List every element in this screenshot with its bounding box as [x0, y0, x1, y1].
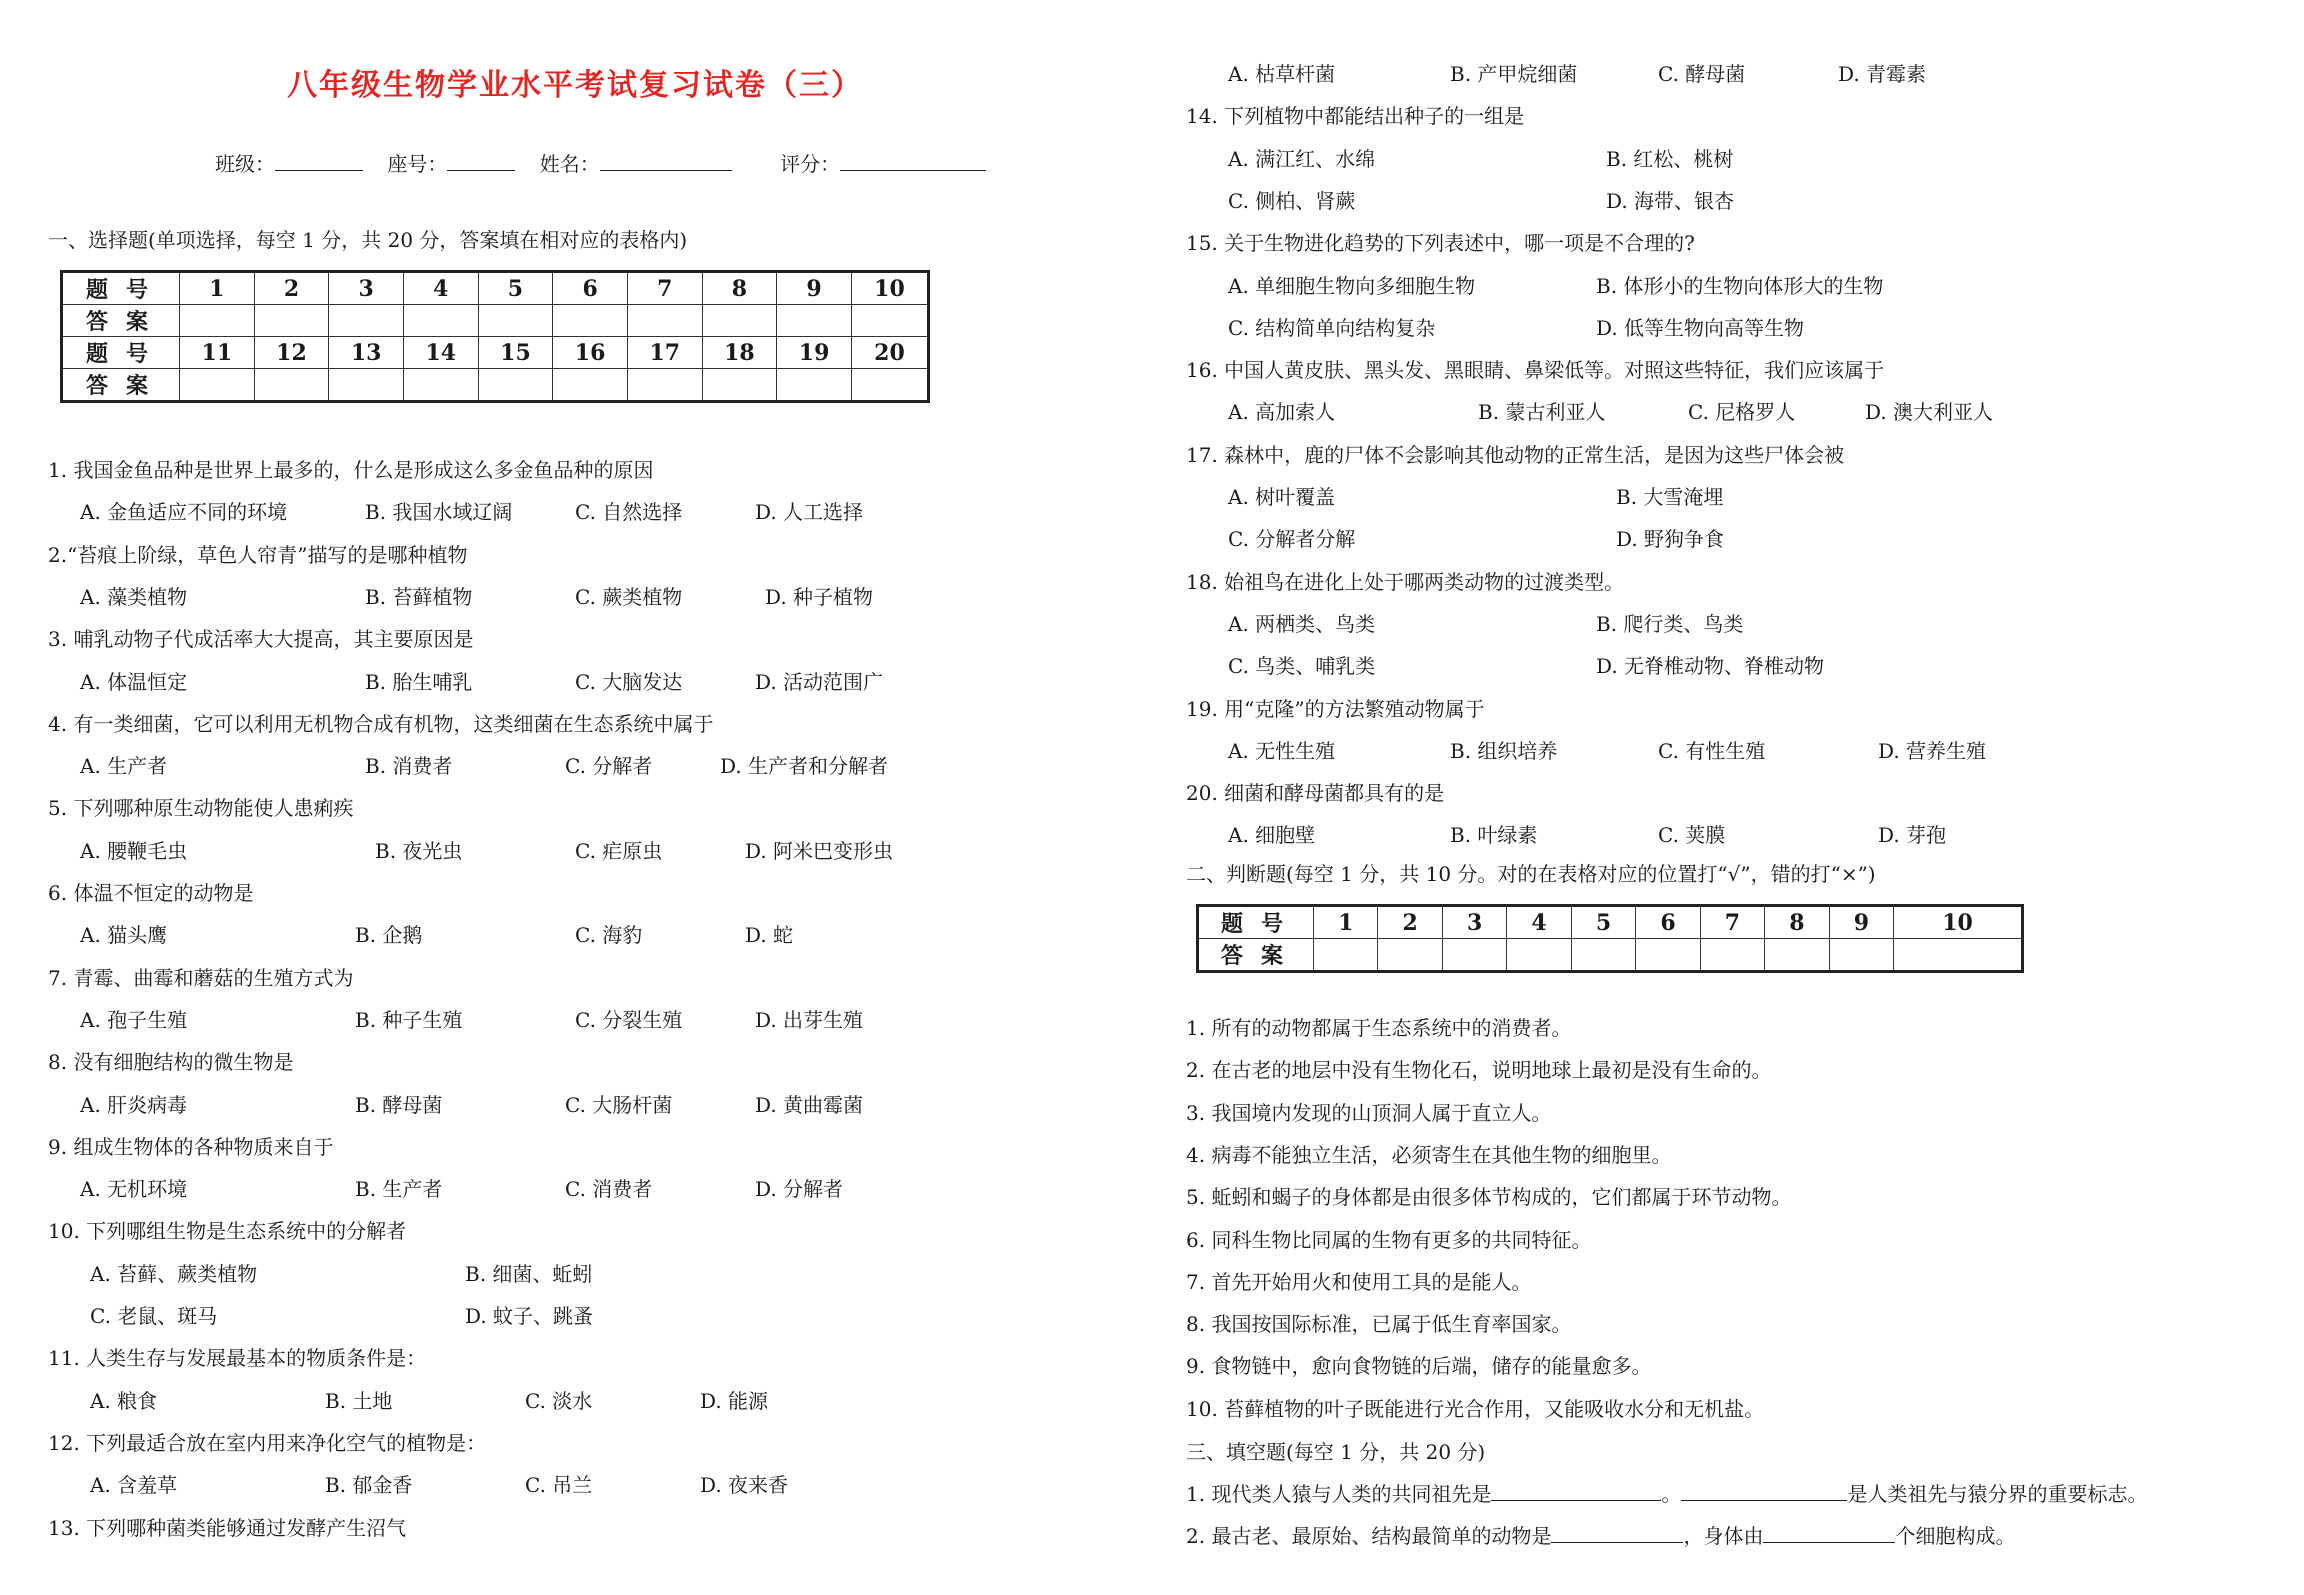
- option[interactable]: B. 体形小的生物向体形大的生物: [1596, 273, 1884, 298]
- option[interactable]: A. 无机环境: [80, 1177, 188, 1202]
- option[interactable]: B. 我国水域辽阔: [365, 500, 513, 525]
- question-stem: 20. 细菌和酵母菌都具有的是: [1186, 781, 1445, 806]
- question-number-cell: 5: [478, 272, 553, 305]
- option[interactable]: D. 营养生殖: [1878, 738, 1987, 763]
- answer-cell[interactable]: [329, 369, 404, 402]
- answer-cell[interactable]: [553, 305, 628, 337]
- question-number-cell: 8: [1765, 906, 1829, 939]
- judge-item: 9. 食物链中，愈向食物链的后端，储存的能量愈多。: [1186, 1354, 1652, 1379]
- judge-item: 3. 我国境内发现的山顶洞人属于直立人。: [1186, 1100, 1552, 1125]
- option[interactable]: D. 能源: [700, 1388, 769, 1413]
- table-row: [62, 369, 929, 402]
- option[interactable]: B. 生产者: [355, 1177, 443, 1202]
- option[interactable]: D. 无脊椎动物、脊椎动物: [1596, 654, 1825, 679]
- ans-label: 答案: [1198, 939, 1314, 972]
- answer-cell[interactable]: [403, 305, 478, 337]
- fill-blank[interactable]: [1491, 1482, 1661, 1501]
- option[interactable]: A. 生产者: [80, 754, 168, 779]
- option[interactable]: B. 大雪淹埋: [1616, 485, 1724, 509]
- answer-cell[interactable]: [1829, 939, 1893, 972]
- answer-cell[interactable]: [627, 369, 702, 402]
- answer-cell[interactable]: [1507, 939, 1571, 972]
- option[interactable]: A. 树叶覆盖: [1228, 485, 1336, 509]
- option[interactable]: B. 种子生殖: [355, 1007, 463, 1032]
- question-number-cell: 9: [777, 272, 852, 305]
- option[interactable]: B. 酵母菌: [355, 1092, 443, 1117]
- question-stem: 4. 有一类细菌，它可以利用无机物合成有机物，这类细菌在生态系统中属于: [48, 711, 714, 736]
- table-row: [1198, 939, 2023, 972]
- seat-label: 座号：: [387, 152, 448, 176]
- answer-cell[interactable]: [1571, 939, 1635, 972]
- question-number-cell: 4: [403, 272, 478, 305]
- option[interactable]: D. 阿米巴变形虫: [745, 838, 894, 863]
- fill-text: 。: [1661, 1482, 1682, 1506]
- option[interactable]: D. 生产者和分解者: [720, 754, 889, 779]
- question-stem: 3. 哺乳动物子代成活率大大提高，其主要原因是: [48, 627, 474, 652]
- option[interactable]: A. 高加索人: [1228, 400, 1336, 425]
- option[interactable]: A. 猫头鹰: [80, 923, 168, 948]
- question-number-cell: 18: [702, 337, 777, 369]
- option[interactable]: C. 蕨类植物: [575, 584, 683, 609]
- option[interactable]: A. 含羞草: [90, 1473, 178, 1498]
- fill-item: [1186, 1520, 2015, 1549]
- question-number-cell: 12: [254, 337, 329, 369]
- judge-item: 1. 所有的动物都属于生态系统中的消费者。: [1186, 1016, 1572, 1040]
- score-label: 评分：: [780, 152, 841, 176]
- question-number-cell: 13: [329, 337, 404, 369]
- option[interactable]: D. 种子植物: [765, 584, 874, 609]
- question-number-cell: 14: [403, 337, 478, 369]
- judge-item: 10. 苔藓植物的叶子既能进行光合作用，又能吸收水分和无机盐。: [1186, 1396, 1765, 1421]
- option[interactable]: A. 孢子生殖: [80, 1007, 188, 1032]
- question-stem: 14. 下列植物中都能结出种子的一组是: [1186, 104, 1525, 129]
- option[interactable]: A. 满江红、水绵: [1228, 146, 1376, 171]
- option[interactable]: C. 侧柏、肾蕨: [1228, 188, 1356, 213]
- fill-text: 1. 现代类人猿与人类的共同祖先是: [1186, 1482, 1492, 1506]
- option[interactable]: B. 消费者: [365, 754, 453, 779]
- question-number-cell: 17: [627, 337, 702, 369]
- option[interactable]: A. 苔藓、蕨类植物: [90, 1261, 258, 1286]
- answer-cell[interactable]: [851, 305, 928, 337]
- judge-item: 2. 在古老的地层中没有生物化石，说明地球上最初是没有生命的。: [1186, 1058, 1772, 1083]
- option[interactable]: A. 腰鞭毛虫: [80, 838, 188, 863]
- answer-cell[interactable]: [329, 305, 404, 337]
- question-stem: 11. 人类生存与发展最基本的物质条件是：: [48, 1346, 427, 1371]
- question-number-cell: 19: [777, 337, 852, 369]
- answer-cell[interactable]: [553, 369, 628, 402]
- question-number-cell: 3: [1442, 906, 1506, 939]
- option[interactable]: B. 夜光虫: [375, 838, 463, 863]
- option[interactable]: B. 胎生哺乳: [365, 669, 473, 694]
- class-label: 班级：: [215, 152, 275, 176]
- question-stem: 6. 体温不恒定的动物是: [48, 881, 254, 905]
- option[interactable]: B. 土地: [325, 1388, 393, 1413]
- option[interactable]: C. 疟原虫: [575, 838, 663, 863]
- option[interactable]: B. 郁金香: [325, 1473, 413, 1498]
- answer-cell[interactable]: [1700, 939, 1764, 972]
- option[interactable]: A. 肝炎病毒: [80, 1092, 188, 1117]
- answer-cell[interactable]: [1636, 939, 1700, 972]
- question-number-cell: 11: [180, 337, 255, 369]
- option[interactable]: C. 分裂生殖: [575, 1007, 683, 1032]
- answer-cell[interactable]: [702, 305, 777, 337]
- fill-blank[interactable]: [1763, 1524, 1895, 1543]
- section2-heading: 二、判断题(每空 1 分，共 10 分。对的在表格对应的位置打“√”，错的打“×”): [1186, 862, 1876, 886]
- question-number-cell: 1: [180, 272, 255, 305]
- question-stem: 5. 下列哪种原生动物能使人患痢疾: [48, 796, 354, 821]
- table-row: [62, 337, 929, 369]
- answer-cell[interactable]: [180, 305, 255, 337]
- option[interactable]: A. 两栖类、鸟类: [1228, 611, 1376, 636]
- question-number-cell: 15: [478, 337, 553, 369]
- answer-cell[interactable]: [254, 305, 329, 337]
- question-stem: 19. 用“克隆”的方法繁殖动物属于: [1186, 696, 1485, 721]
- option[interactable]: B. 产甲烷细菌: [1450, 62, 1578, 86]
- answer-table-choice: [60, 270, 930, 403]
- option[interactable]: B. 红松、桃树: [1606, 146, 1734, 171]
- judge-item: 8. 我国按国际标准，已属于低生育率国家。: [1186, 1312, 1572, 1337]
- question-stem: 15. 关于生物进化趋势的下列表述中，哪一项是不合理的?: [1186, 231, 1695, 256]
- option[interactable]: D. 海带、银杏: [1606, 188, 1735, 213]
- answer-cell[interactable]: [478, 369, 553, 402]
- option[interactable]: D. 活动范围广: [755, 669, 884, 694]
- fill-blank[interactable]: [1551, 1524, 1683, 1543]
- answer-cell[interactable]: [1442, 939, 1506, 972]
- option[interactable]: D. 青霉素: [1838, 62, 1927, 86]
- class-blank[interactable]: [275, 152, 363, 171]
- judge-item: 4. 病毒不能独立生活，必须寄生在其他生物的细胞里。: [1186, 1142, 1672, 1167]
- option[interactable]: D. 人工选择: [755, 500, 864, 525]
- judge-item: 6. 同科生物比同属的生物有更多的共同特征。: [1186, 1227, 1592, 1252]
- answer-cell[interactable]: [1378, 939, 1442, 972]
- student-info-line: [215, 148, 1004, 177]
- question-stem: 16. 中国人黄皮肤、黑头发、黑眼睛、鼻梁低等。对照这些特征，我们应该属于: [1186, 358, 1885, 383]
- option[interactable]: A. 粮食: [90, 1388, 158, 1413]
- option[interactable]: D. 蛇: [745, 923, 794, 948]
- option[interactable]: D. 夜来香: [700, 1473, 789, 1498]
- num-label: 题号: [1198, 906, 1314, 939]
- fill-text: ，身体由: [1683, 1524, 1764, 1549]
- option[interactable]: C. 荚膜: [1658, 823, 1726, 848]
- fill-item: [1186, 1478, 2147, 1507]
- question-number-cell: 20: [851, 337, 928, 369]
- option[interactable]: D. 低等生物向高等生物: [1596, 315, 1805, 340]
- option[interactable]: D. 黄曲霉菌: [755, 1092, 864, 1117]
- question-number-cell: 6: [1636, 906, 1700, 939]
- option[interactable]: C. 吊兰: [525, 1473, 593, 1498]
- answer-cell[interactable]: [777, 305, 852, 337]
- question-number-cell: 5: [1571, 906, 1635, 939]
- page-title: 八年级生物学业水平考试复习试卷（三）: [287, 68, 863, 103]
- judge-item: 7. 首先开始用火和使用工具的是能人。: [1186, 1269, 1532, 1294]
- answer-cell[interactable]: [1314, 939, 1378, 972]
- ans-label: 答案: [62, 369, 180, 402]
- question-number-cell: 9: [1829, 906, 1893, 939]
- option[interactable]: B. 细菌、蚯蚓: [465, 1261, 593, 1286]
- fill-blank[interactable]: [1681, 1482, 1847, 1501]
- table-row: [1198, 906, 2023, 939]
- option[interactable]: C. 鸟类、哺乳类: [1228, 654, 1376, 679]
- table-row: [62, 305, 929, 337]
- option[interactable]: B. 叶绿素: [1450, 823, 1538, 848]
- option[interactable]: D. 澳大利亚人: [1865, 400, 1994, 425]
- answer-cell[interactable]: [1765, 939, 1829, 972]
- option[interactable]: A. 藻类植物: [80, 584, 188, 609]
- score-blank[interactable]: [840, 152, 986, 171]
- option[interactable]: C. 分解者: [565, 754, 653, 779]
- question-number-cell: 7: [1700, 906, 1764, 939]
- num-label: 题号: [62, 272, 180, 305]
- option[interactable]: C. 尼格罗人: [1688, 400, 1796, 425]
- question-number-cell: 2: [1378, 906, 1442, 939]
- seat-blank[interactable]: [447, 152, 515, 171]
- question-number-cell: 16: [553, 337, 628, 369]
- table-row: [62, 272, 929, 305]
- question-number-cell: 4: [1507, 906, 1571, 939]
- option[interactable]: A. 枯草杆菌: [1228, 62, 1336, 86]
- option[interactable]: B. 企鹅: [355, 923, 423, 948]
- option[interactable]: C. 消费者: [565, 1177, 653, 1202]
- fill-text: 是人类祖先与猿分界的重要标志。: [1847, 1482, 2148, 1506]
- ans-label: 答案: [62, 305, 180, 337]
- option[interactable]: C. 分解者分解: [1228, 527, 1356, 552]
- question-stem: 8. 没有细胞结构的微生物是: [48, 1050, 294, 1075]
- option[interactable]: A. 细胞壁: [1228, 823, 1316, 848]
- answer-cell[interactable]: [851, 369, 928, 402]
- option[interactable]: C. 大脑发达: [575, 669, 683, 694]
- question-stem: 17. 森林中，鹿的尸体不会影响其他动物的正常生活，是因为这些尸体会被: [1186, 442, 1845, 467]
- answer-table-judge: [1196, 904, 2024, 973]
- answer-cell[interactable]: [702, 369, 777, 402]
- option[interactable]: A. 金鱼适应不同的环境: [80, 500, 288, 525]
- option[interactable]: D. 出芽生殖: [755, 1007, 864, 1032]
- name-label: 姓名：: [539, 152, 600, 176]
- option[interactable]: D. 野狗争食: [1616, 527, 1725, 552]
- option[interactable]: C. 淡水: [525, 1388, 593, 1413]
- question-stem: 7. 青霉、曲霉和蘑菇的生殖方式为: [48, 965, 354, 990]
- question-stem: 2.“苔痕上阶绿，草色人帘青”描写的是哪种植物: [48, 542, 468, 567]
- option[interactable]: B. 蒙古利亚人: [1478, 400, 1606, 425]
- question-number-cell: 6: [553, 272, 628, 305]
- answer-cell[interactable]: [478, 305, 553, 337]
- question-number-cell: 10: [1894, 906, 2023, 939]
- answer-cell[interactable]: [627, 305, 702, 337]
- question-number-cell: 2: [254, 272, 329, 305]
- question-number-cell: 8: [702, 272, 777, 305]
- option[interactable]: A. 无性生殖: [1228, 738, 1336, 763]
- option[interactable]: D. 蚊子、跳蚤: [465, 1304, 594, 1328]
- option[interactable]: B. 爬行类、鸟类: [1596, 611, 1744, 636]
- question-number-cell: 3: [329, 272, 404, 305]
- question-stem: 18. 始祖鸟在进化上处于哪两类动物的过渡类型。: [1186, 569, 1625, 594]
- question-stem: 1. 我国金鱼品种是世界上最多的，什么是形成这么多金鱼品种的原因: [48, 458, 654, 482]
- question-number-cell: 7: [627, 272, 702, 305]
- question-number-cell: 1: [1314, 906, 1378, 939]
- option[interactable]: C. 有性生殖: [1658, 738, 1766, 763]
- option[interactable]: C. 自然选择: [575, 500, 683, 525]
- question-stem: 10. 下列哪组生物是生态系统中的分解者: [48, 1219, 407, 1244]
- answer-cell[interactable]: [254, 369, 329, 402]
- answer-cell[interactable]: [403, 369, 478, 402]
- option[interactable]: C. 大肠杆菌: [565, 1092, 673, 1117]
- question-stem: 13. 下列哪种菌类能够通过发酵产生沼气: [48, 1515, 407, 1540]
- option[interactable]: B. 苔藓植物: [365, 584, 473, 609]
- fill-text: 个细胞构成。: [1895, 1524, 2016, 1549]
- section1-heading: 一、选择题(单项选择，每空 1 分，共 20 分，答案填在相对应的表格内): [48, 228, 688, 252]
- option[interactable]: C. 老鼠、斑马: [90, 1304, 218, 1328]
- option[interactable]: D. 芽孢: [1878, 823, 1947, 848]
- question-stem: 12. 下列最适合放在室内用来净化空气的植物是：: [48, 1430, 487, 1455]
- question-number-cell: 10: [851, 272, 928, 305]
- fill-text: 2. 最古老、最原始、结构最简单的动物是: [1186, 1524, 1552, 1549]
- question-stem: 9. 组成生物体的各种物质来自于: [48, 1134, 334, 1159]
- option[interactable]: C. 酵母菌: [1658, 62, 1746, 86]
- option[interactable]: D. 分解者: [755, 1177, 844, 1202]
- answer-cell[interactable]: [180, 369, 255, 402]
- option[interactable]: C. 结构简单向结构复杂: [1228, 315, 1436, 340]
- section3-heading: 三、填空题(每空 1 分，共 20 分): [1186, 1440, 1486, 1464]
- answer-cell[interactable]: [777, 369, 852, 402]
- option[interactable]: A. 体温恒定: [80, 669, 188, 694]
- judge-item: 5. 蚯蚓和蝎子的身体都是由很多体节构成的，它们都属于环节动物。: [1186, 1185, 1792, 1210]
- option[interactable]: C. 海豹: [575, 923, 643, 948]
- name-blank[interactable]: [600, 152, 732, 171]
- answer-cell[interactable]: [1894, 939, 2023, 972]
- option[interactable]: B. 组织培养: [1450, 738, 1558, 763]
- num-label: 题号: [62, 337, 180, 369]
- option[interactable]: A. 单细胞生物向多细胞生物: [1228, 273, 1476, 298]
